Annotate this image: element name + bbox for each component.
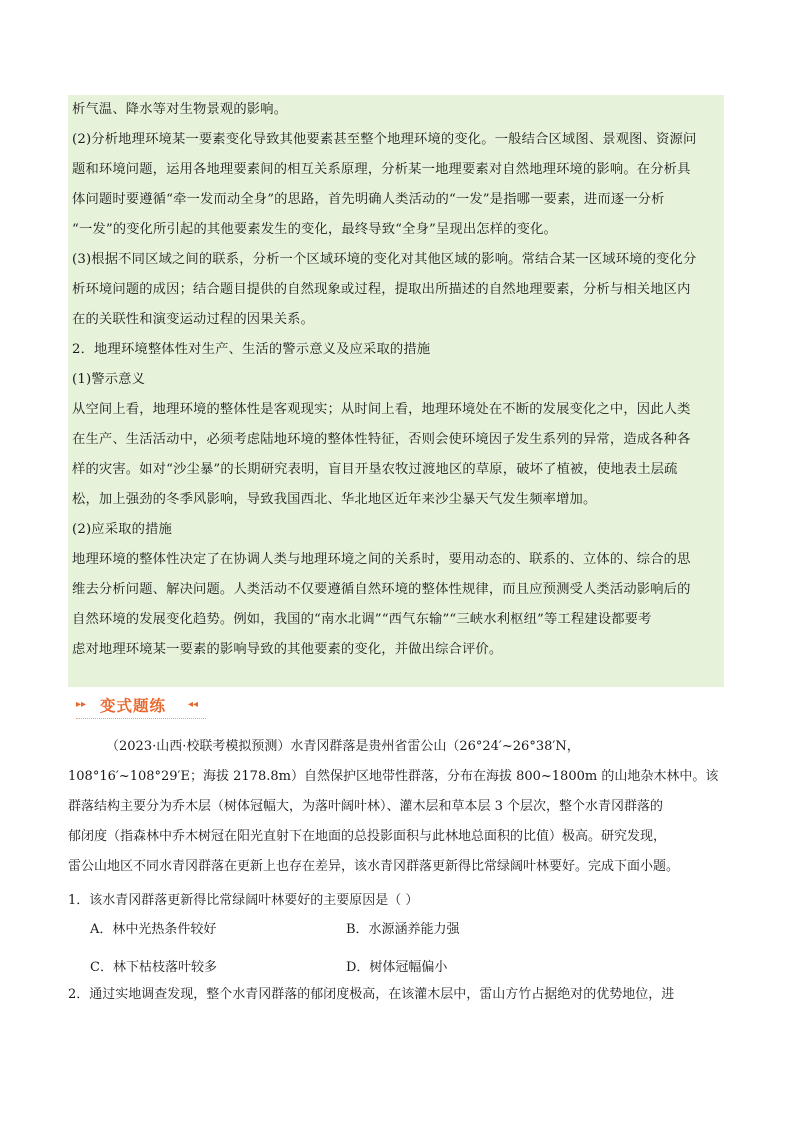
option-a[interactable]: A．林中光热条件较好 [90, 922, 217, 937]
question-stem: 2．通过实地调查发现，整个水青冈群落的郁闭度极高，在该灌木层中，雷山方竹占据绝对的优势地位，进 [68, 987, 675, 1002]
summary-line: 题和环境问题，运用各地理要素间的相互关系原理，分析某一地理要素对自然地理环境的影响。在分析具 [72, 162, 691, 177]
dotted-divider [76, 718, 206, 719]
section-title: 变式题练 [100, 697, 167, 715]
question-stem: 1．该水青冈群落更新得比常绿阔叶林要好的主要原因是（ ） [68, 893, 419, 908]
summary-line: 在的关联性和演变运动过程的因果关系。 [72, 312, 315, 327]
subheading: (2)应采取的措施 [72, 522, 172, 537]
question-2 [68, 980, 728, 1010]
passage-line: （2023·山西·校联考模拟预测）水青冈群落是贵州省雷公山（26°24′~26°38′N， [106, 739, 580, 754]
passage-line: 群落结构主要分为乔木层（树体冠幅大，为落叶阔叶林）、灌木层和草本层 3 个层次，整个水青冈群落的 [68, 799, 664, 814]
double-arrow-left-icon: ◂◂ [188, 699, 199, 710]
section-heading: 2．地理环境整体性对生产、生活的警示意义及应采取的措施 [72, 342, 431, 357]
double-arrow-right-icon: ▸▸ [76, 699, 87, 710]
summary-line: 样的灾害。如对“沙尘暴”的长期研究表明，盲目开垦农牧过渡地区的草原，破坏了植被，使地表土层疏 [72, 462, 678, 477]
passage-line: 108°16′~108°29′E；海拔 2178.8m）自然保护区地带性群落，分布在海拔 800~1800m 的山地杂木林中。该 [68, 769, 719, 784]
question-1 [68, 886, 728, 916]
summary-line: 地理环境的整体性决定了在协调人类与地理环境之间的关系时，要用动态的、联系的、立体的、综合的思 [72, 552, 691, 567]
knowledge-summary-box [68, 95, 724, 687]
summary-line: 松，加上强劲的冬季风影响，导致我国西北、华北地区近年来沙尘暴天气发生频率增加。 [72, 492, 597, 507]
option-d[interactable]: D．树体冠幅偏小 [346, 960, 448, 975]
summary-line: 维去分析问题、解决问题。人类活动不仅要遵循自然环境的整体性规律，而且应预测受人类活动影响后的 [72, 582, 691, 597]
summary-line: 虑对地理环境某一要素的影响导致的其他要素的变化，并做出综合评价。 [72, 642, 503, 657]
summary-line: 从空间上看，地理环境的整体性是客观现实；从时间上看，地理环境处在不断的发展变化之中，因此人类 [72, 402, 691, 417]
subheading: (1)警示意义 [72, 372, 146, 387]
passage-line: 郁闭度（指森林中乔木树冠在阳光直射下在地面的总投影面积与此林地总面积的比值）极高。研究发现， [68, 829, 667, 844]
summary-line: (3)根据不同区域之间的联系，分析一个区域环境的变化对其他区域的影响。常结合某一区域环境的变化分 [72, 252, 697, 267]
summary-line: (2)分析地理环境某一要素变化导致其他要素甚至整个地理环境的变化。一般结合区域图、景观图、资源问 [72, 132, 697, 147]
summary-line: 析环境问题的成因；结合题目提供的自然现象或过程，提取出所描述的自然地理要素，分析与相关地区内 [72, 282, 691, 297]
option-c[interactable]: C．林下枯枝落叶较多 [90, 960, 217, 975]
summary-line: “一发”的变化所引起的其他要素发生的变化，最终导致“全身”呈现出怎样的变化。 [72, 222, 557, 237]
passage-line: 雷公山地区不同水青冈群落在更新上也存在差异，该水青冈群落更新得比常绿阔叶林要好。完成下面小题。 [68, 859, 680, 874]
question-passage [68, 732, 728, 882]
option-b[interactable]: B．水源涵养能力强 [346, 922, 460, 937]
summary-line: 析气温、降水等对生物景观的影响。 [72, 102, 288, 117]
summary-line: 自然环境的发展变化趋势。例如，我国的“南水北调”“西气东输”“三峡水利枢纽”等工程建设都要考 [72, 612, 652, 627]
summary-line: 体问题时要遵循“牵一发而动全身”的思路，首先明确人类活动的“一发”是指哪一要素，进而逐一分析 [72, 192, 665, 207]
summary-line: 在生产、生活活动中，必须考虑陆地环境的整体性特征，否则会使环境因子发生系列的异常，造成各种各 [72, 432, 691, 447]
section-banner [76, 693, 206, 719]
